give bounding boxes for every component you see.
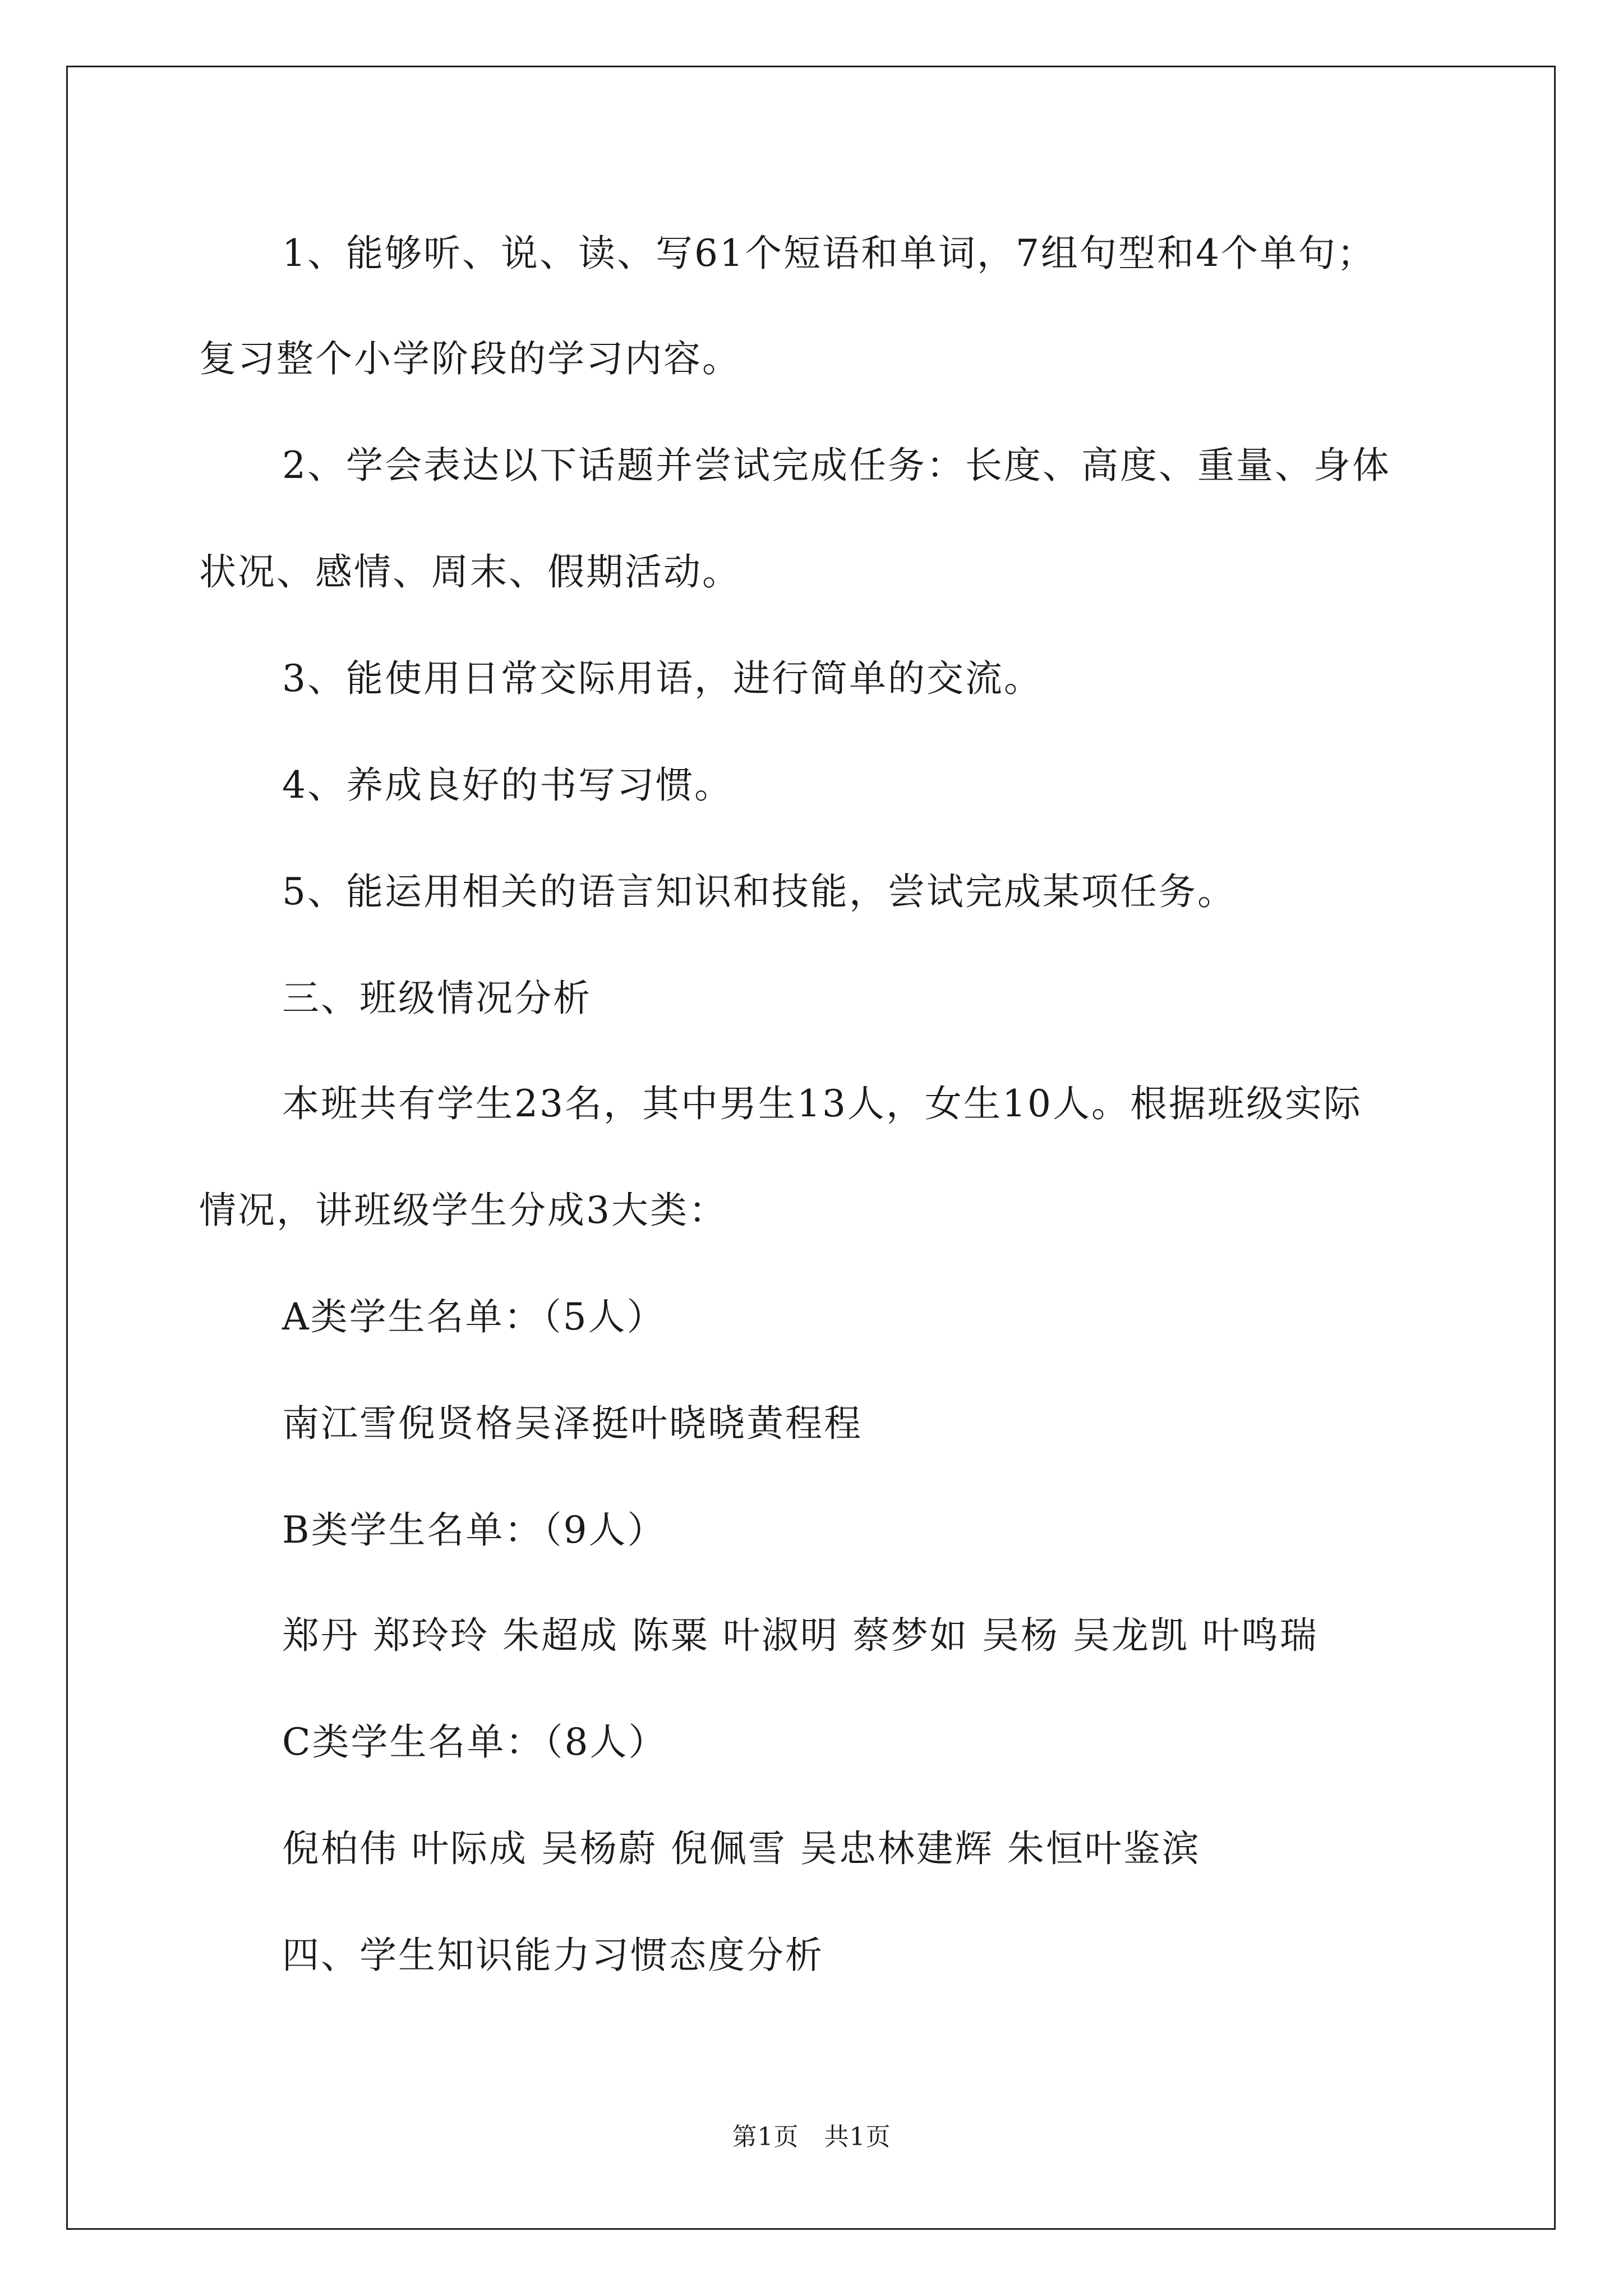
group-a-names: 南江雪倪贤格吴泽挺叶晓晓黄程程: [282, 1402, 863, 1445]
group-a-heading: A类学生名单：（5人）: [282, 1295, 666, 1338]
paragraph-goal-1-cont: 复习整个小学阶段的学习内容。: [199, 337, 741, 380]
page-footer: 第1页 共1页: [732, 2123, 891, 2151]
section-heading-student-analysis: 四、学生知识能力习惯态度分析: [282, 1934, 824, 1977]
paragraph-goal-3: 3、能使用日常交际用语，进行简单的交流。: [282, 657, 1043, 700]
group-b-names: 郑丹 郑玲玲 朱超成 陈粟 叶淑明 蔡梦如 吴杨 吴龙凯 叶鸣瑞: [282, 1614, 1318, 1657]
group-c-heading: C类学生名单：（8人）: [282, 1720, 667, 1764]
group-c-names: 倪柏伟 叶际成 吴杨蔚 倪佩雪 吴忠林建辉 朱恒叶鉴滨: [282, 1827, 1201, 1870]
paragraph-goal-5: 5、能运用相关的语言知识和技能，尝试完成某项任务。: [282, 870, 1236, 913]
paragraph-goal-2: 2、学会表达以下话题并尝试完成任务：长度、高度、重量、身体: [282, 444, 1391, 487]
page-border: [66, 66, 1556, 2230]
paragraph-class-summary-cont: 情况，讲班级学生分成3大类：: [199, 1189, 727, 1232]
paragraph-goal-1: 1、能够听、说、读、写61个短语和单词，7组句型和4个单句；: [282, 232, 1376, 275]
paragraph-goal-2-cont: 状况、感情、周末、假期活动。: [199, 550, 741, 593]
paragraph-class-summary: 本班共有学生23名，其中男生13人，女生10人。根据班级实际: [282, 1082, 1362, 1125]
section-heading-class-analysis: 三、班级情况分析: [282, 977, 592, 1020]
paragraph-goal-4: 4、养成良好的书写习惯。: [282, 763, 733, 807]
group-b-heading: B类学生名单：（9人）: [282, 1508, 666, 1552]
